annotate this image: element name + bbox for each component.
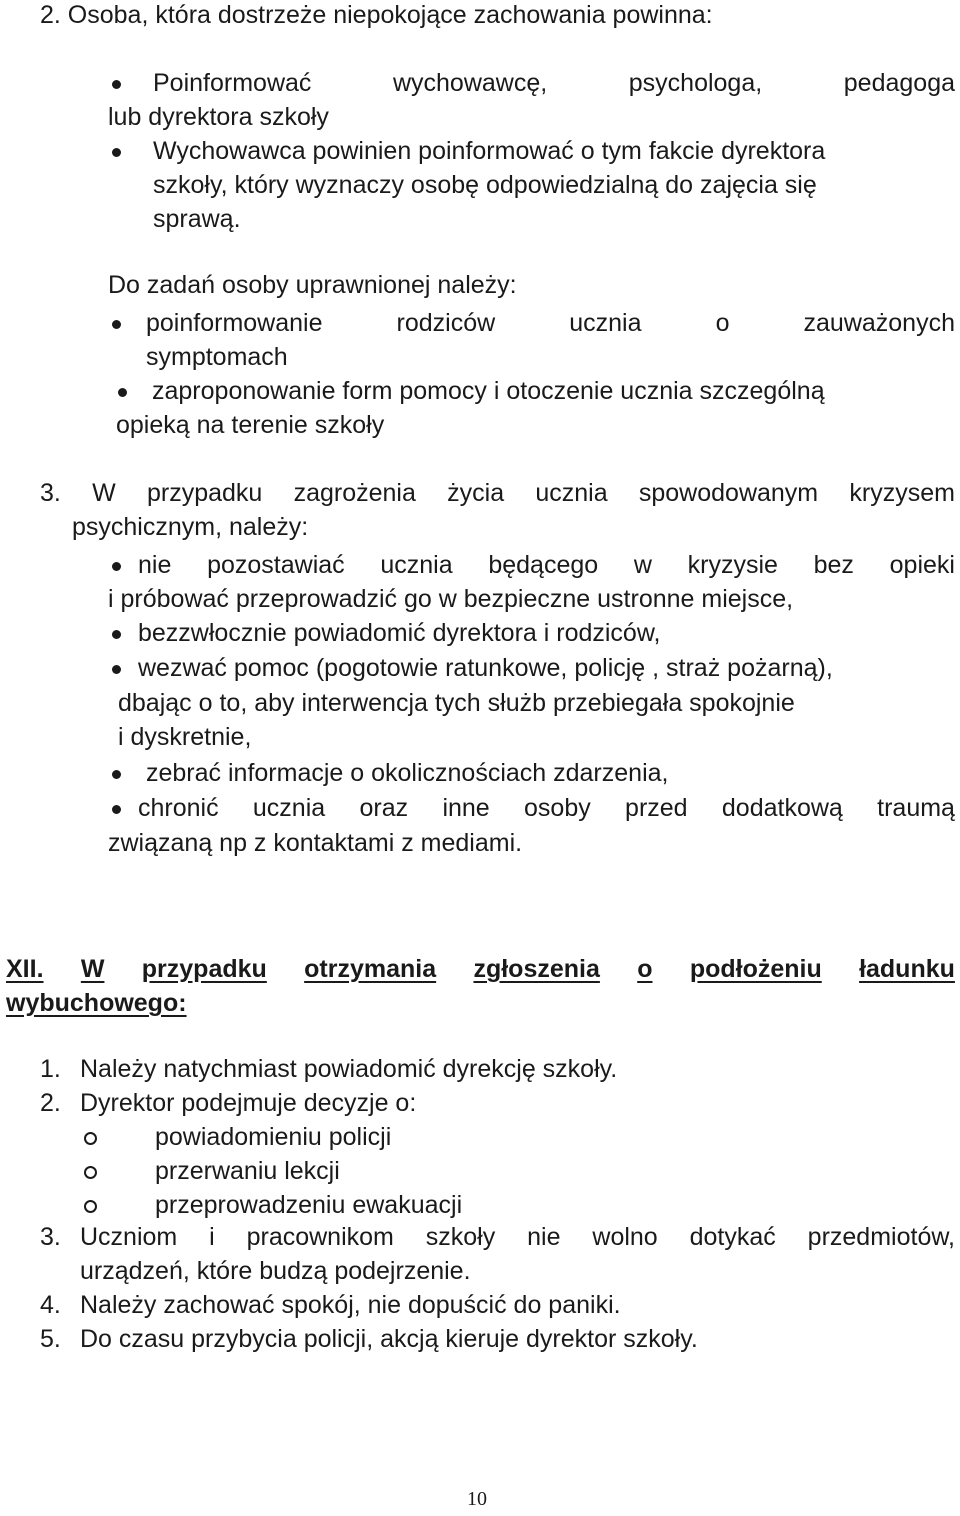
circle-bullet-icon [84,1166,97,1179]
list-item: chronić ucznia oraz inne osoby przed dodatkową traumą [138,794,955,822]
list-number: 1. [40,1055,61,1083]
list-item: Do czasu przybycia policji, akcją kieruje dyrektor szkoły. [80,1325,698,1353]
circle-bullet-icon [84,1132,97,1145]
list-item: bezzwłocznie powiadomić dyrektora i rodziców, [138,619,661,647]
bullet-icon [112,805,121,814]
list-item: zaproponowanie form pomocy i otoczenie ucznia szczególną [152,377,825,405]
bullet-icon [112,320,121,329]
list-item-continuation: i dyskretnie, [118,723,252,751]
list-item-continuation: sprawą. [153,205,241,233]
sub-list-item: przerwaniu lekcji [155,1157,340,1185]
list-item: Poinformować wychowawcę, psychologa, pedagoga [153,69,955,97]
list-number: 3. [40,1223,61,1251]
list-item: wezwać pomoc (pogotowie ratunkowe, policję , straż pożarną), [138,654,833,682]
list-item-continuation: urządzeń, które budzą podejrzenie. [80,1257,471,1285]
list-item-continuation: lub dyrektora szkoły [108,103,329,131]
bullet-icon [112,630,121,639]
list-item: poinformowanie rodziców ucznia o zauważonych [146,309,955,337]
bullet-icon [118,388,127,397]
section-3-intro-continuation: psychicznym, należy: [72,513,309,541]
duties-title: Do zadań osoby uprawnionej należy: [108,271,517,299]
list-item-continuation: dbając o to, aby interwencja tych służb przebiegała spokojnie [118,689,795,717]
section-xii-heading-continuation: wybuchowego: [6,989,187,1017]
list-item: Wychowawca powinien poinformować o tym fakcie dyrektora [153,137,826,165]
list-item-continuation: szkoły, który wyznaczy osobę odpowiedzialną do zajęcia się [153,171,817,199]
list-item: Uczniom i pracownikom szkoły nie wolno dotykać przedmiotów, [80,1223,955,1251]
bullet-icon [112,148,121,157]
list-item: Dyrektor podejmuje decyzje o: [80,1089,417,1117]
bullet-icon [112,562,121,571]
list-item-continuation: symptomach [146,343,288,371]
circle-bullet-icon [84,1200,97,1213]
list-item-continuation: opieką na terenie szkoły [116,411,385,439]
bullet-icon [112,80,121,89]
sub-list-item: przeprowadzeniu ewakuacji [155,1191,463,1219]
sub-list-item: powiadomieniu policji [155,1123,392,1151]
section-xii-heading: XII. W przypadku otrzymania zgłoszenia o podłożeniu ładunku [6,955,955,983]
list-item-continuation: i próbować przeprowadzić go w bezpieczne ustronne miejsce, [108,585,794,613]
section-2-intro: 2. Osoba, która dostrzeże niepokojące zachowania powinna: [40,1,713,29]
bullet-icon [112,770,121,779]
list-item-continuation: związaną np z kontaktami z mediami. [108,829,523,857]
bullet-icon [112,665,121,674]
list-item: Należy natychmiast powiadomić dyrekcję szkoły. [80,1055,618,1083]
list-item: zebrać informacje o okolicznościach zdarzenia, [146,759,669,787]
page-number: 10 [467,1488,487,1510]
list-number: 4. [40,1291,61,1319]
section-3-intro: 3. W przypadku zagrożenia życia ucznia spowodowanym kryzysem [40,479,955,507]
list-number: 5. [40,1325,61,1353]
list-item: Należy zachować spokój, nie dopuścić do paniki. [80,1291,621,1319]
list-number: 2. [40,1089,61,1117]
list-item: nie pozostawiać ucznia będącego w kryzysie bez opieki [138,551,955,579]
